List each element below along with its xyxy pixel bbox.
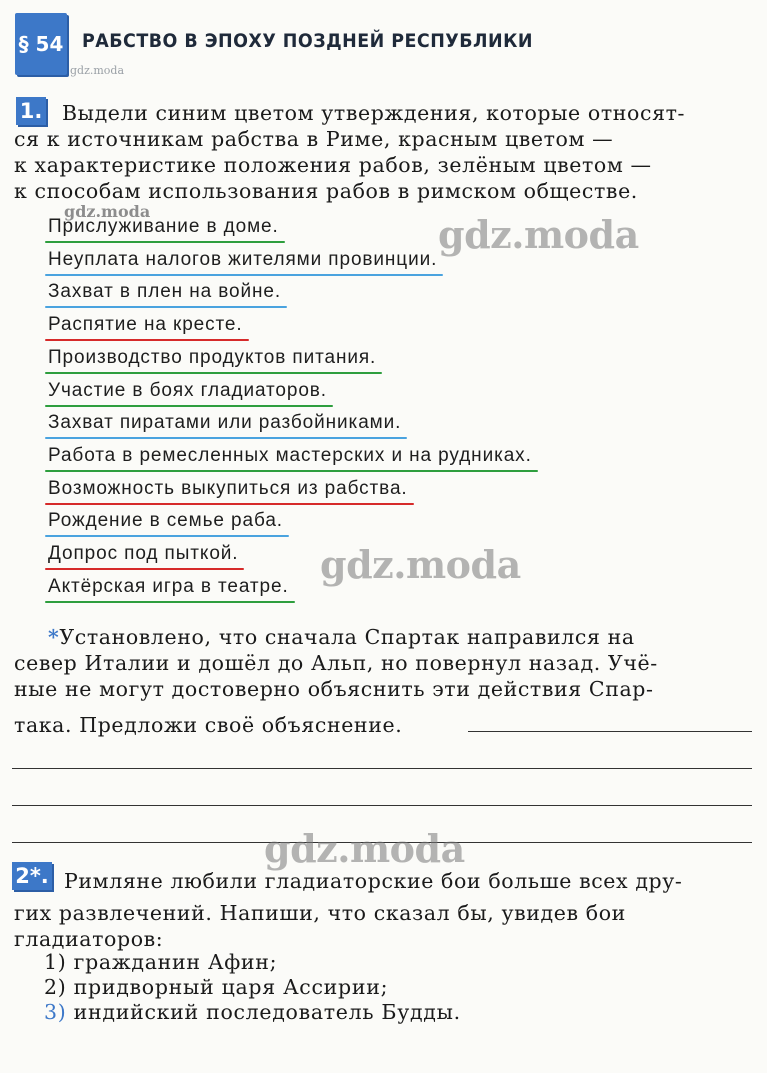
watermark-small: gdz.moda <box>70 64 125 77</box>
statement-underline-green <box>45 470 538 472</box>
task-1-instruction-line-1: Выдели синим цветом утверждения, которые относят- <box>62 101 686 125</box>
statement-text: Захват пиратами или разбойниками. <box>48 412 401 433</box>
item-3-num: 3) <box>44 1000 67 1024</box>
task-2-line-2: гих развлечений. Напиши, что сказал бы, увидев бои <box>14 901 626 925</box>
watermark-3: gdz.moda <box>264 826 465 871</box>
statement-item[interactable] <box>48 216 279 238</box>
statement-underline-blue <box>45 306 287 308</box>
item-1-num: 1) <box>44 950 67 974</box>
star-task-line-1-text: Установлено, что сначала Спартак направился на <box>59 625 635 649</box>
statement-item[interactable] <box>48 510 283 532</box>
star-task-line-1 <box>48 624 753 650</box>
statement-item[interactable] <box>48 380 327 402</box>
statement-item[interactable] <box>48 576 289 598</box>
statement-item[interactable] <box>48 314 243 336</box>
item-1-text: гражданин Афин; <box>73 950 278 974</box>
star-marker: * <box>48 625 60 649</box>
statement-text: Производство продуктов питания. <box>48 347 376 368</box>
task-2-item-2 <box>44 975 388 1000</box>
answer-line-3[interactable] <box>12 805 752 806</box>
statement-underline-green <box>45 601 295 603</box>
statement-item[interactable] <box>48 249 437 271</box>
statement-underline-blue <box>45 437 407 439</box>
statement-text: Захват в плен на войне. <box>48 281 281 302</box>
statement-text: Работа в ремесленных мастерских и на рудниках. <box>48 445 532 466</box>
statement-item[interactable] <box>48 347 376 369</box>
task-1-number: 1. <box>16 97 46 125</box>
watermark-2: gdz.moda <box>320 542 521 587</box>
watermark-small-2: gdz.moda <box>64 202 151 221</box>
task-1-instruction-line-2: ся к источникам рабства в Риме, красным цветом — <box>14 127 614 151</box>
statement-underline-green <box>45 405 333 407</box>
statement-item[interactable] <box>48 478 408 500</box>
task-2-item-1 <box>44 950 277 975</box>
item-2-text: придворный царя Ассирии; <box>73 975 389 999</box>
statement-text: Прислуживание в доме. <box>48 216 279 237</box>
page-title: РАБСТВО В ЭПОХУ ПОЗДНЕЙ РЕСПУБЛИКИ <box>82 30 533 52</box>
statement-text: Неуплата налогов жителями провинции. <box>48 249 437 270</box>
statement-underline-red <box>45 503 414 505</box>
item-2-num: 2) <box>44 975 67 999</box>
statement-underline-green <box>45 372 382 374</box>
task-2-line-1: Римляне любили гладиаторские бои больше всех дру- <box>64 869 683 893</box>
star-task-line-3: ные не могут достоверно объяснить эти действия Спар- <box>14 677 654 701</box>
item-3-text: индийский последователь Будды. <box>73 1000 461 1024</box>
statement-underline-blue <box>45 535 289 537</box>
answer-line-1[interactable] <box>468 731 752 732</box>
statement-text: Участие в боях гладиаторов. <box>48 380 327 401</box>
task-1-instruction-line-3: к характеристике положения рабов, зелёным цветом — <box>14 153 652 177</box>
statement-text: Допрос под пыткой. <box>48 543 238 564</box>
statement-underline-green <box>45 241 285 243</box>
statement-text: Распятие на кресте. <box>48 314 243 335</box>
statement-item[interactable] <box>48 543 238 565</box>
star-task-line-2: север Италии и дошёл до Альп, но повернул назад. Учё- <box>14 651 658 675</box>
task-2-item-3 <box>44 1000 461 1025</box>
statement-text: Актёрская игра в театре. <box>48 576 289 597</box>
statement-underline-blue <box>45 274 443 276</box>
answer-line-2[interactable] <box>12 768 752 769</box>
statement-underline-red <box>45 339 249 341</box>
task-2-line-3: гладиаторов: <box>14 927 164 951</box>
statement-item[interactable] <box>48 445 532 467</box>
star-task-line-4: така. Предложи своё объяснение. <box>14 713 403 737</box>
task-1-instruction-line-4: к способам использования рабов в римском обществе. <box>14 179 638 203</box>
statement-text: Возможность выкупиться из рабства. <box>48 478 408 499</box>
watermark-1: gdz.moda <box>438 212 639 257</box>
statement-item[interactable] <box>48 412 401 434</box>
statement-text: Рождение в семье раба. <box>48 510 283 531</box>
statement-underline-red <box>45 568 244 570</box>
statement-item[interactable] <box>48 281 281 303</box>
section-number-badge: § 54 <box>15 13 67 75</box>
task-2-number: 2*. <box>12 862 52 890</box>
